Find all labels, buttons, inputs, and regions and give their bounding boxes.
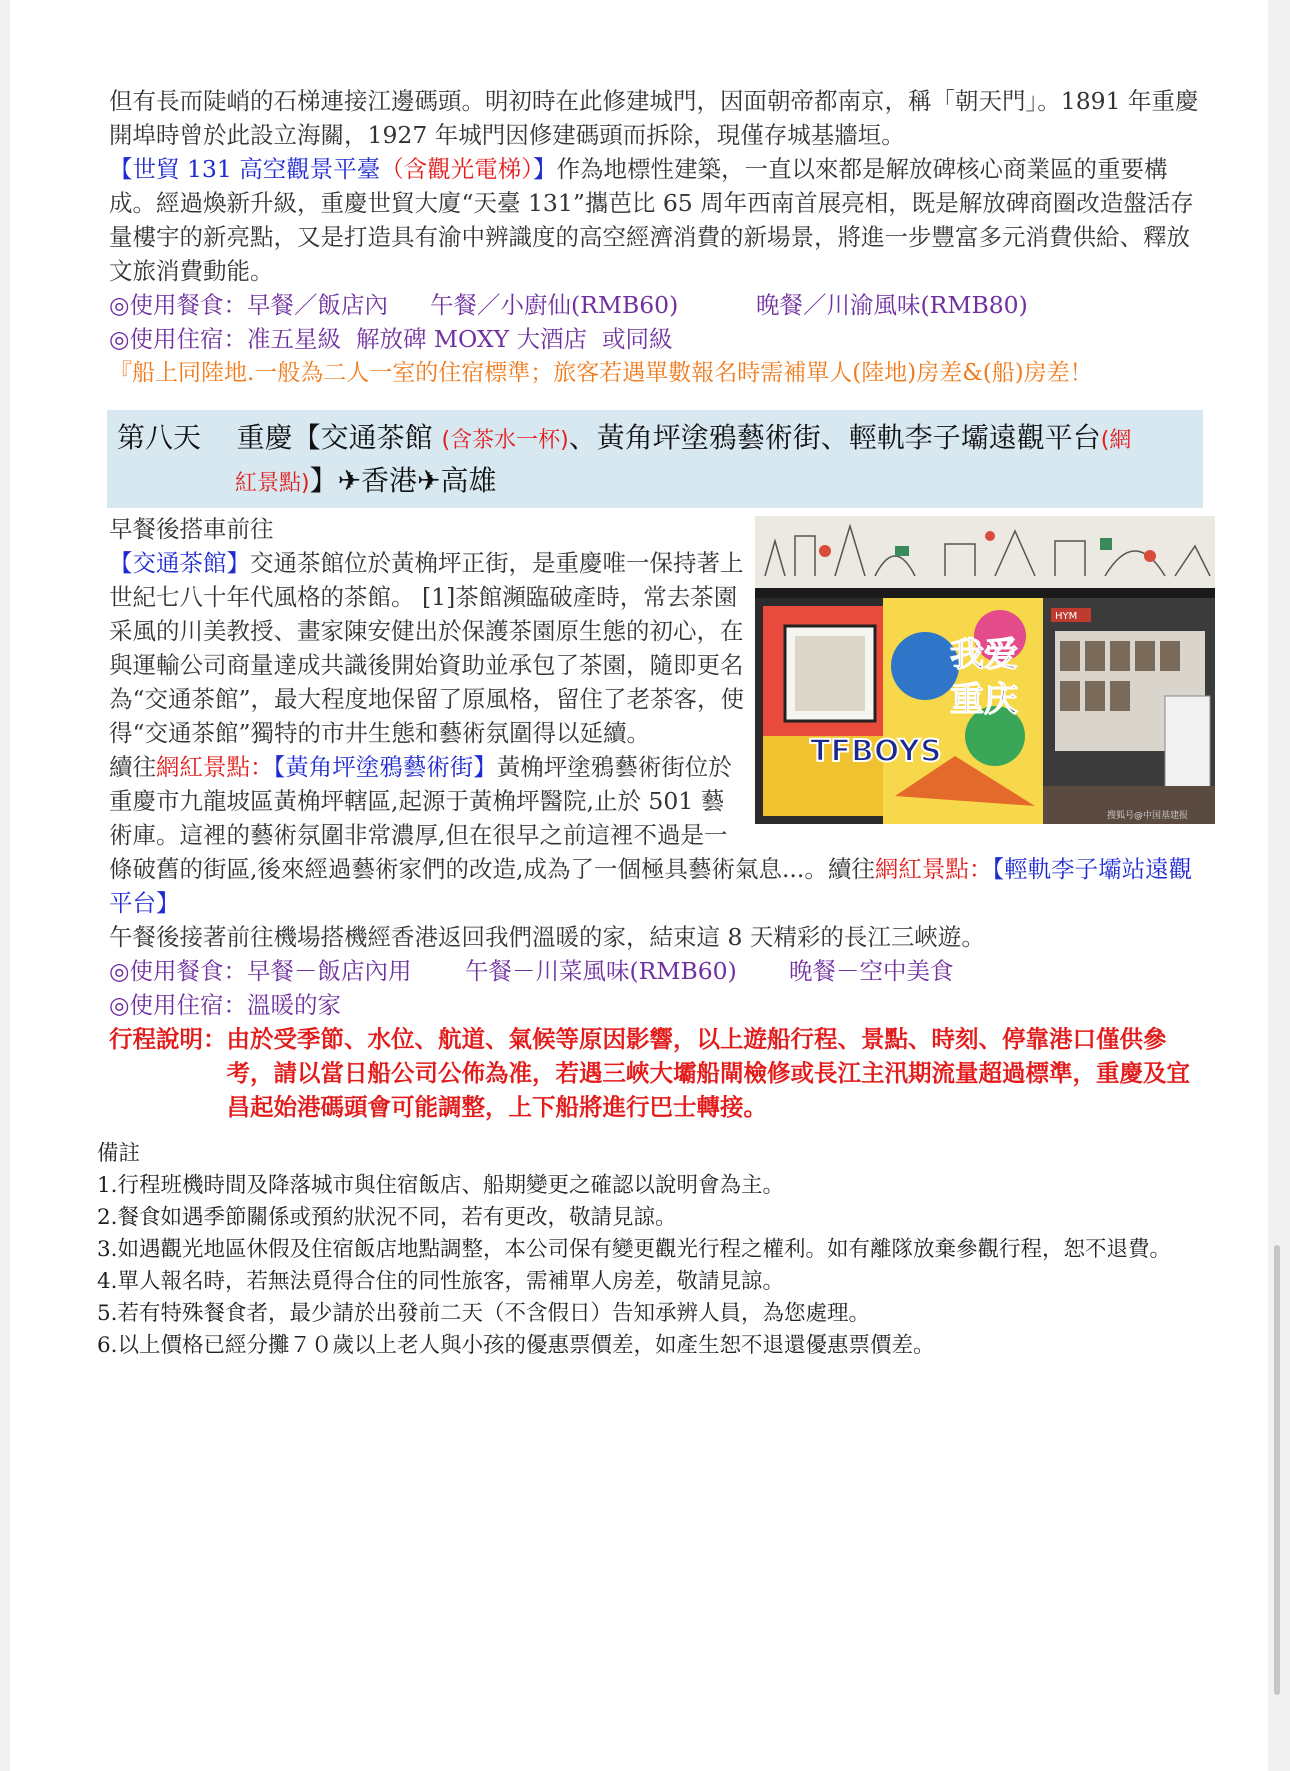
remarks-item: 2.餐食如遇季節關係或預約狀況不同，若有更改，敬請見諒。 xyxy=(97,1205,677,1230)
day8-title-sights: 、黃角坪塗鴉藝術街、輕軌李子壩遠觀平台 xyxy=(568,421,1101,454)
day7-meal-lunch: 午餐／小廚仙(RMB60) xyxy=(430,291,679,319)
wtc-title-elevator: （含觀光電梯） xyxy=(380,155,534,183)
wtc-description: 作為地標性建築，一直以來都是解放碑核心商業區的重要構成。經過煥新升級，重慶世貿大廈“天臺 131”攜芭比 65 周年西南首展亮相，既是解放碑商圈改造盤活存量樓宇的新亮點，又是打造具有渝中辨識度的高空經濟消費的新場景，將進一步豐富多元消費供給、釋放文旅消費動能。 xyxy=(109,155,1194,285)
room-share-note: 『船上同陸地.一般為二人一室的住宿標準；旅客若遇單數報名時需補單人(陸地)房差&(船)房差！ xyxy=(109,360,1093,386)
graffiti-band-text: TFBOYS xyxy=(810,734,942,769)
wtc-paragraph xyxy=(109,152,1209,288)
shop-sign: HYM xyxy=(1055,611,1078,622)
day8-meals-row xyxy=(109,954,1209,988)
remarks-title: 備註 xyxy=(97,1141,141,1166)
graffiti-sign-line2: 重庆 xyxy=(950,680,1018,720)
liziba-title: 【輕軌李子壩站遠觀平台】 xyxy=(109,855,1193,917)
day7-hotel: 准五星級 解放碑 MOXY 大酒店 或同級 xyxy=(247,325,673,353)
day8-meal-dinner: 晚餐－空中美食 xyxy=(789,957,954,985)
day8-hotel-label: ◎使用住宿： xyxy=(109,991,248,1019)
day8-meal-lunch: 午餐－川菜風味(RMB60) xyxy=(465,957,737,985)
day8-intro: 早餐後搭車前往 xyxy=(109,515,274,543)
day7-meals-row xyxy=(109,288,1209,322)
remarks-item: 4.單人報名時，若無法覓得合住的同性旅客，需補單人房差，敬請見諒。 xyxy=(97,1269,785,1294)
day8-meal-breakfast: 早餐－飯店內用 xyxy=(247,957,412,985)
day8-meals-label: ◎使用餐食： xyxy=(109,957,248,985)
vertical-scrollbar[interactable] xyxy=(1274,1245,1280,1695)
day7-meal-breakfast: 早餐／飯店內 xyxy=(247,291,389,319)
teahouse-description: 交通茶館位於黃桷坪正街，是重慶唯一保持著上世紀七八十年代風格的茶館。 [1]茶館瀕臨破產時，常去茶園采風的川美教授、畫家陳安健出於保護茶園原生態的初心，在與運輸公司商量達成共識後開始資助並承包了茶園，隨即更名為“交通茶館”，最大程度地保留了原風格，留住了老茶客，使得“交通茶館”獨特的市井生態和藝術氛圍得以延續。 xyxy=(109,549,745,747)
day8-title-tea-note: (含茶水一杯) xyxy=(441,428,569,453)
continue-prefix: 續往 xyxy=(109,753,156,781)
itinerary-notice xyxy=(109,1022,1209,1124)
chaotianmen-paragraph: 但有長而陡峭的石梯連接江邊碼頭。明初時在此修建城門，因面朝帝都南京，稱「朝天門」。1891 年重慶開埠時曾於此設立海關，1927 年城門因修建碼頭而拆除，現僅存城基牆垣。 xyxy=(109,87,1199,149)
day7-hotel-label: ◎使用住宿： xyxy=(109,325,248,353)
day7-meal-dinner: 晚餐／川渝風味(RMB80) xyxy=(756,291,1028,319)
graffiti-street-photo xyxy=(755,516,1215,824)
day8-body xyxy=(109,512,1209,1124)
photo-watermark: 搜狐号@中国基建报 xyxy=(1107,811,1189,821)
continue-prefix-2: 續往 xyxy=(827,855,875,883)
day8-label: 第八天 xyxy=(117,421,202,454)
remarks-item: 3.如遇觀光地區休假及住宿飯店地點調整，本公司保有變更觀光行程之權利。如有離隊放棄參觀行程，恕不退費。 xyxy=(97,1237,1172,1262)
day8-header xyxy=(107,410,1203,508)
day7-hotel-row xyxy=(109,322,1209,356)
afternoon-paragraph: 午餐後接著前往機場搭機經香港返回我們溫暖的家，結束這 8 天精彩的長江三峽遊。 xyxy=(109,923,985,951)
hotspot-label-2: 網紅景點： xyxy=(874,855,993,883)
day8-title-route: 】✈香港✈高雄 xyxy=(309,464,497,497)
document-page xyxy=(10,0,1268,1771)
graffiti-title: 【黃角坪塗鴉藝術街】 xyxy=(273,753,497,781)
wtc-title-close: 】 xyxy=(533,155,557,183)
teahouse-title: 【交通茶館】 xyxy=(109,549,250,577)
remarks-item: 1.行程班機時間及降落城市與住宿飯店、船期變更之確認以說明會為主。 xyxy=(97,1173,785,1198)
day8-hotel-row xyxy=(109,988,1209,1022)
day8-title: 重慶【交通茶館 xyxy=(236,421,433,454)
graffiti-photo-illustration xyxy=(755,516,1215,824)
remarks-item: 5.若有特殊餐食者，最少請於出發前二天（不含假日）告知承辨人員，為您處理。 xyxy=(97,1301,871,1326)
day8-hotel: 溫暖的家 xyxy=(247,991,342,1019)
graffiti-sign-line1: 我爱 xyxy=(950,635,1018,675)
hotspot-label: 網紅景點： xyxy=(156,753,274,781)
remarks-section xyxy=(97,1138,1209,1362)
day8-title-hotspot-open: (網 xyxy=(1100,428,1132,453)
day7-meals-label: ◎使用餐食： xyxy=(109,291,248,319)
graffiti-description: 黃桷坪塗鴉藝術街位於重慶市九龍坡區黃桷坪轄區,起源于黃桷坪醫院,止於 501 藝術庫。這裡的藝術氛圍非常濃厚,但在很早之前這裡不過是一條破舊的街區,後來經過藝術家們的改造,成為了一個極具藝術氣息...。 xyxy=(109,753,828,883)
notice-label: 行程說明： xyxy=(109,1025,227,1053)
notice-text: 由於受季節、水位、航道、氣候等原因影響，以上遊船行程、景點、時刻、停靠港口僅供參考，請以當日船公司公佈為准，若遇三峽大壩船閘檢修或長江主汛期流量超過標準，重慶及宜昌起始港碼頭會可能調整，上下船將進行巴士轉接。 xyxy=(226,1025,1190,1121)
day8-title-hotspot: 紅景點) xyxy=(235,471,310,496)
remarks-item: 6.以上價格已經分攤７０歲以上老人與小孩的優惠票價差，如產生恕不退還優惠票價差。 xyxy=(97,1333,935,1358)
wtc-title: 【世貿 131 高空觀景平臺 xyxy=(109,155,381,183)
itinerary-content xyxy=(97,84,1209,1362)
